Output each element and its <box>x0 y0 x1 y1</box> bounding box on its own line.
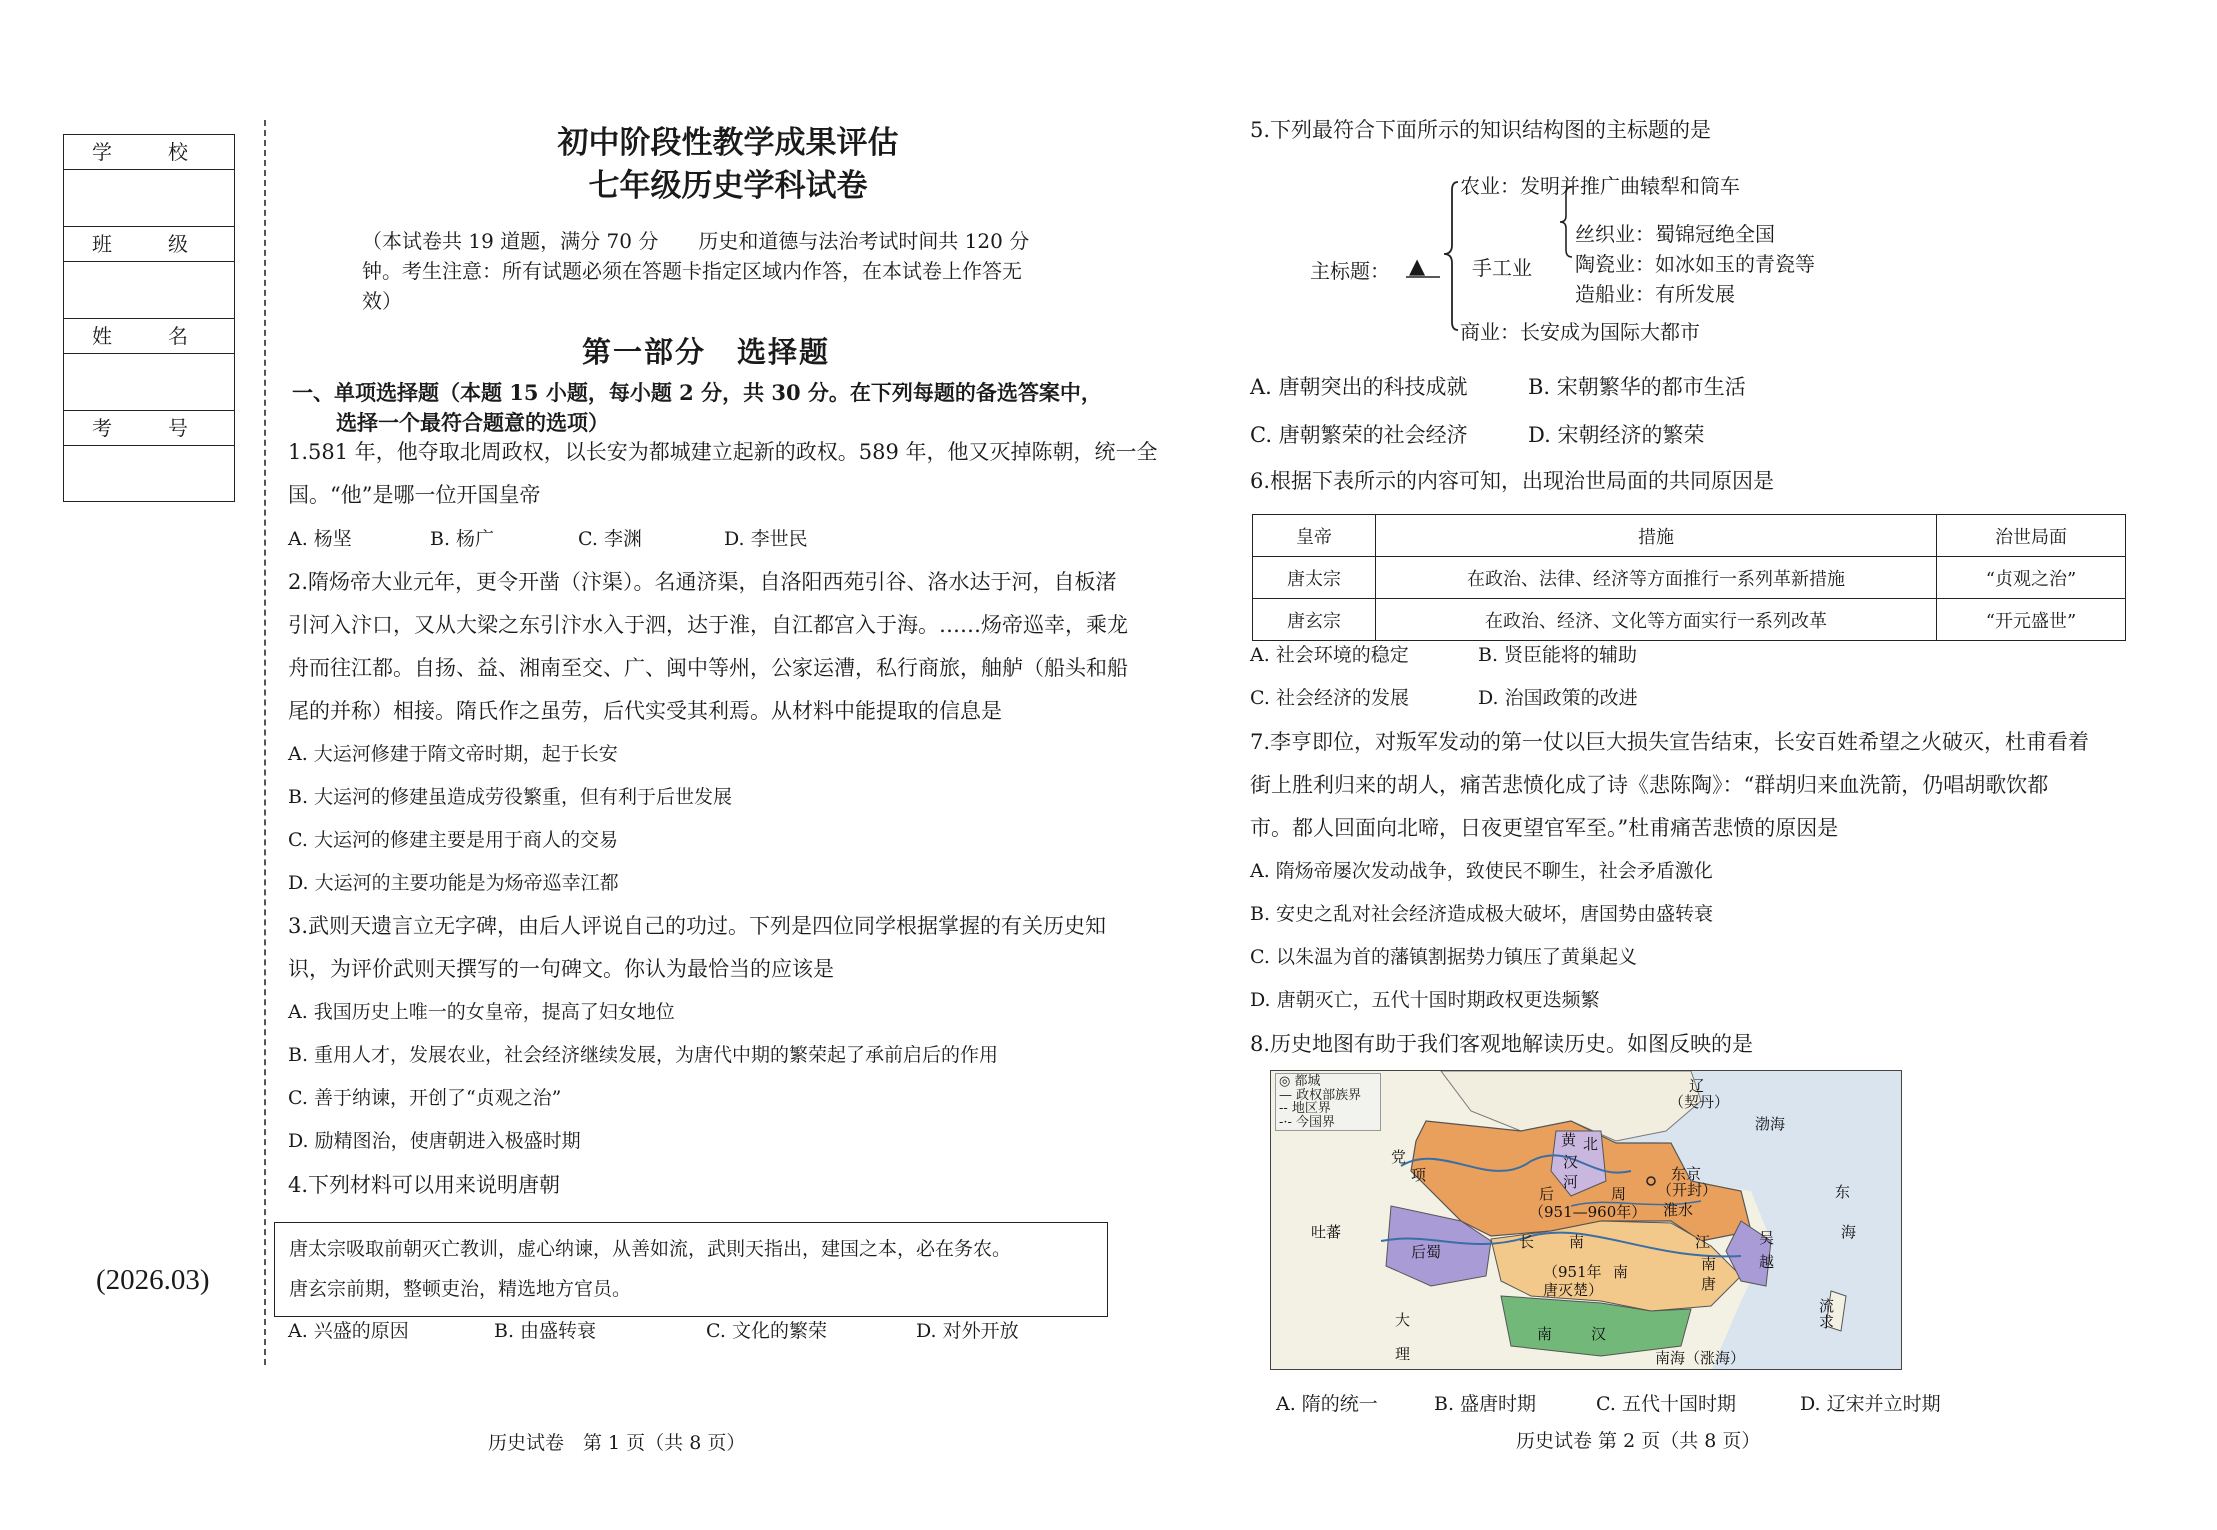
name-field[interactable] <box>64 354 234 411</box>
section-heading-line1: 一、单项选择题（本题 15 小题，每小题 2 分，共 30 分。在下列每题的备选答案中， <box>292 380 1102 405</box>
q4-material-line1: 唐太宗吸取前朝灭亡教训，虚心纳谏，从善如流，武則天指出，建国之本，必在务农。 <box>289 1238 1012 1260</box>
class-label: 班 级 <box>64 227 234 262</box>
map-label-he: 河 <box>1563 1173 1579 1191</box>
q6-option-a[interactable]: A. 社会环境的稳定 <box>1250 644 1409 666</box>
diagram-main-label: 主标题： <box>1310 259 1390 283</box>
legend-region-border: -- 地区界 <box>1279 1101 1331 1116</box>
map-label-nan-jiang: 南 <box>1569 1233 1585 1251</box>
diagram-commerce: 商业：长安成为国际大都市 <box>1460 320 1700 344</box>
map-label-chu-years: （951年 <box>1543 1263 1602 1281</box>
five-dynasties-map <box>1270 1070 1902 1370</box>
binding-line <box>264 120 266 1365</box>
q8-text-line1: 8.历史地图有助于我们客观地解读历史。如图反映的是 <box>1250 1032 1754 1056</box>
table-header-emperor: 皇帝 <box>1253 515 1376 557</box>
q8-option-d[interactable]: D. 辽宋并立时期 <box>1800 1393 1941 1415</box>
footer-page1: 历史试卷 第 1 页（共 8 页） <box>488 1432 746 1454</box>
legend-regime-border: — 政权部族界 <box>1279 1087 1362 1103</box>
q6-option-c[interactable]: C. 社会经济的发展 <box>1250 687 1409 709</box>
table-cell: 在政治、法律、经济等方面推行一系列革新措施 <box>1376 557 1937 599</box>
map-label-southern-han-nan: 南 <box>1537 1325 1553 1343</box>
table-row <box>1253 599 2126 641</box>
q7-option-b[interactable]: B. 安史之乱对社会经济造成极大破坏，唐国势由盛转衰 <box>1250 903 1714 925</box>
map-label-northern-han-bei: 黄 <box>1561 1131 1577 1149</box>
map-label-bohai: 渤海 <box>1755 1115 1786 1133</box>
exam-note-line3: 效） <box>362 289 402 313</box>
exam-note-line1: （本试卷共 19 道题，满分 70 分 历史和道德与法治考试时间共 120 分 <box>362 229 1030 253</box>
map-label-southern-han-han: 汉 <box>1591 1325 1607 1343</box>
q8-option-a[interactable]: A. 隋的统一 <box>1276 1393 1378 1415</box>
map-label-dongjing: 东京 <box>1671 1165 1702 1183</box>
q6-text-line1: 6.根据下表所示的内容可知，出现治世局面的共同原因是 <box>1250 469 1775 493</box>
table-header-measures: 措施 <box>1376 515 1937 557</box>
table-header-row <box>1253 515 2126 557</box>
map-label-northern-han: 北 <box>1583 1135 1599 1153</box>
map-label-yue: 越 <box>1759 1253 1775 1271</box>
table-cell: 唐玄宗 <box>1253 599 1376 641</box>
q3-option-b[interactable]: B. 重用人才，发展农业，社会经济继续发展，为唐代中期的繁荣起了承前启后的作用 <box>288 1044 999 1066</box>
map-label-wu: 吴 <box>1759 1229 1775 1247</box>
table-row <box>1253 557 2126 599</box>
id-label: 考 号 <box>64 411 234 446</box>
map-label-south-sea: 南海（涨海） <box>1655 1349 1746 1367</box>
diagram-agriculture: 农业：发明并推广曲辕犁和筒车 <box>1460 174 1740 198</box>
q5-option-d[interactable]: D. 宋朝经济的繁荣 <box>1528 423 1705 447</box>
map-label-east-sea-dong: 东 <box>1835 1183 1851 1201</box>
q3-option-a[interactable]: A. 我国历史上唯一的女皇帝，提高了妇女地位 <box>288 1001 675 1023</box>
q4-material-line2: 唐玄宗前期，整顿吏治，精选地方官员。 <box>289 1278 632 1300</box>
q5-option-c[interactable]: C. 唐朝繁荣的社会经济 <box>1250 423 1468 447</box>
part1-title: 第一部分 选择题 <box>582 335 831 369</box>
exam-note-line2: 钟。考生注意：所有试题必须在答题卡指定区域内作答，在本试卷上作答无 <box>362 259 1022 283</box>
map-label-southern-tang-tang: 唐 <box>1701 1275 1717 1293</box>
diagram-silk: 丝织业：蜀锦冠绝全国 <box>1575 222 1775 246</box>
map-label-later-shu: 后蜀 <box>1411 1243 1442 1261</box>
q1-text-line2: 国。“他”是哪一位开国皇帝 <box>288 483 541 507</box>
map-label-northern-han-han: 汉 <box>1563 1153 1579 1171</box>
map-label-chu-destroyed: 唐灭楚） <box>1543 1281 1604 1299</box>
q3-text-line1: 3.武则天遗言立无字碑，由后人评说自己的功过。下列是四位同学根据掌握的有关历史知 <box>288 914 1107 938</box>
knowledge-structure-diagram <box>1310 172 1870 347</box>
map-label-later-zhou-years: （951—960年） <box>1529 1203 1647 1221</box>
q2-option-a[interactable]: A. 大运河修建于隋文帝时期，起于长安 <box>288 743 618 765</box>
table-cell: “贞观之治” <box>1937 557 2126 599</box>
q7-text-line2: 街上胜利归来的胡人，痛苦悲愤化成了诗《悲陈陶》：“群胡归来血洗箭，仍唱胡歌饮都 <box>1250 773 2049 797</box>
q6-option-b[interactable]: B. 贤臣能将的辅助 <box>1478 644 1638 666</box>
q1-option-c[interactable]: C. 李渊 <box>578 528 642 550</box>
exam-date: (2026.03) <box>96 1264 210 1296</box>
diagram-shipbuilding: 造船业：有所发展 <box>1575 282 1735 306</box>
school-label: 学 校 <box>64 135 234 170</box>
map-label-xiang: 项 <box>1411 1166 1427 1184</box>
q2-option-d[interactable]: D. 大运河的主要功能是为炀帝巡幸江都 <box>288 872 619 894</box>
q2-option-c[interactable]: C. 大运河的修建主要是用于商人的交易 <box>288 829 618 851</box>
q4-option-a[interactable]: A. 兴盛的原因 <box>288 1320 409 1342</box>
q7-option-c[interactable]: C. 以朱温为首的藩镇割据势力镇压了黄巢起义 <box>1250 946 1637 968</box>
map-label-khitan: （契丹） <box>1669 1093 1730 1111</box>
map-legend <box>1275 1073 1381 1131</box>
q4-option-c[interactable]: C. 文化的繁荣 <box>706 1320 827 1342</box>
map-label-huaishui: 淮水 <box>1663 1201 1694 1219</box>
map-label-southern-tang-nan: 南 <box>1701 1255 1717 1273</box>
q7-text-line1: 7.李亨即位，对叛军发动的第一仗以巨大损失宣告结束，长安百姓希望之火破灭，杜甫看着 <box>1250 730 2090 754</box>
school-field[interactable] <box>64 170 234 227</box>
table-header-prosperity: 治世局面 <box>1937 515 2126 557</box>
table-cell: 在政治、经济、文化等方面实行一系列改革 <box>1376 599 1937 641</box>
q7-text-line3: 市。都人回面向北啼，日夜更望官军至。”杜甫痛苦悲愤的原因是 <box>1250 816 1839 840</box>
policy-table <box>1252 514 2126 641</box>
map-label-dali-da: 大 <box>1395 1311 1411 1329</box>
legend-modern-border: -·- 今国界 <box>1279 1114 1336 1130</box>
q6-option-d[interactable]: D. 治国政策的改进 <box>1478 687 1638 709</box>
q1-option-d[interactable]: D. 李世民 <box>724 528 808 550</box>
q4-option-b[interactable]: B. 由盛转衰 <box>494 1320 597 1342</box>
map-label-later-zhou-zhou: 周 <box>1611 1185 1627 1203</box>
q2-text-line4: 尾的并称）相接。隋氏作之虽劳，后代实受其利焉。从材料中能提取的信息是 <box>288 699 1002 723</box>
map-label-qiu: 求 <box>1819 1313 1835 1331</box>
q3-option-d[interactable]: D. 励精图治，使唐朝进入极盛时期 <box>288 1130 581 1152</box>
student-info-box <box>63 134 235 502</box>
map-label-liuqiu: 流 <box>1819 1297 1835 1315</box>
q3-option-c[interactable]: C. 善于纳谏，开创了“贞观之治” <box>288 1087 562 1109</box>
map-label-nan: 南 <box>1613 1263 1629 1281</box>
q7-option-a[interactable]: A. 隋炀帝屡次发动战争，致使民不聊生，社会矛盾激化 <box>1250 860 1713 882</box>
q4-text-line1: 4.下列材料可以用来说明唐朝 <box>288 1173 561 1197</box>
id-field[interactable] <box>64 446 234 503</box>
q2-text-line2: 引河入汴口，又从大梁之东引汴水入于泗，达于淮，自江都宫入于海。……炀帝巡幸，乘龙 <box>288 613 1128 637</box>
legend-capital: ◎ 都城 <box>1279 1074 1321 1089</box>
exam-title-line1: 初中阶段性教学成果评估 <box>557 125 899 161</box>
q5-option-a[interactable]: A. 唐朝突出的科技成就 <box>1250 375 1468 399</box>
diagram-placeholder-triangle: ▲ <box>1409 254 1426 278</box>
q4-option-d[interactable]: D. 对外开放 <box>916 1320 1019 1342</box>
q8-option-b[interactable]: B. 盛唐时期 <box>1434 1393 1537 1415</box>
q1-option-a[interactable]: A. 杨坚 <box>288 528 352 550</box>
q7-option-d[interactable]: D. 唐朝灭亡，五代十国时期政权更迭频繁 <box>1250 989 1600 1011</box>
q1-text-line1: 1.581 年，他夺取北周政权，以长安为都城建立起新的政权。589 年，他又灭掉陈朝，统一全 <box>288 440 1158 464</box>
section-heading-line2: 选择一个最符合题意的选项） <box>336 410 609 435</box>
q2-text-line1: 2.隋炀帝大业元年，更令开凿（汴渠）。名通济渠，自洛阳西苑引谷、洛水达于河，自板渚 <box>288 570 1117 594</box>
q4-material-box <box>274 1222 1108 1317</box>
q2-option-b[interactable]: B. 大运河的修建虽造成劳役繁重，但有利于后世发展 <box>288 786 733 808</box>
map-label-kaifeng: （开封） <box>1657 1181 1718 1199</box>
q5-option-b[interactable]: B. 宋朝繁华的都市生活 <box>1528 375 1746 399</box>
class-field[interactable] <box>64 262 234 319</box>
footer-page2: 历史试卷 第 2 页（共 8 页） <box>1516 1430 1761 1452</box>
map-label-tubo: 吐蕃 <box>1311 1223 1342 1241</box>
map-label-liao: 辽 <box>1689 1077 1705 1095</box>
name-label: 姓 名 <box>64 319 234 354</box>
exam-title-line2: 七年级历史学科试卷 <box>588 168 868 204</box>
q2-text-line3: 舟而往江都。自扬、益、湘南至交、广、闽中等州，公家运漕，私行商旅，舳舻（船头和船 <box>288 656 1128 680</box>
q8-option-c[interactable]: C. 五代十国时期 <box>1596 1393 1736 1415</box>
map-label-later-zhou-hou: 后 <box>1539 1185 1555 1203</box>
map-label-east-sea-hai: 海 <box>1841 1223 1857 1241</box>
q1-option-b[interactable]: B. 杨广 <box>430 528 495 550</box>
map-label-dali-li: 理 <box>1395 1345 1411 1363</box>
map-label-dangxiang: 党 <box>1391 1148 1407 1166</box>
map-label-chang: 长 <box>1519 1233 1535 1251</box>
diagram-porcelain: 陶瓷业：如冰如玉的青瓷等 <box>1575 252 1815 276</box>
table-cell: “开元盛世” <box>1937 599 2126 641</box>
q5-text-line1: 5.下列最符合下面所示的知识结构图的主标题的是 <box>1250 118 1712 142</box>
table-cell: 唐太宗 <box>1253 557 1376 599</box>
map-label-jiang: 江 <box>1695 1233 1711 1251</box>
q3-text-line2: 识，为评价武则天撰写的一句碑文。你认为最恰当的应该是 <box>288 957 834 981</box>
diagram-handicraft: 手工业 <box>1472 256 1532 280</box>
